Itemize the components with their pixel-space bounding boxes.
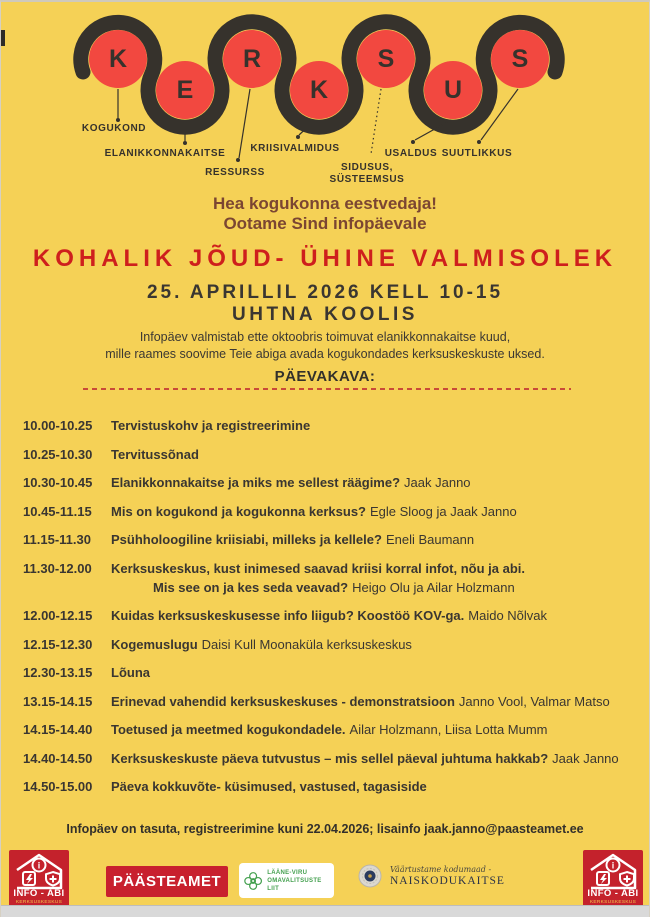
schedule-time: 10.45-11.15: [23, 503, 92, 519]
schedule-title: Tervistuskohv ja registreerimine: [111, 418, 311, 433]
info-abi-house-icon: [9, 850, 69, 890]
kerksus-circle: [357, 30, 415, 88]
registration-info: Infopäev on tasuta, registreerimine kuni 22.04.2026; lisainfo jaak.janno@paasteamet.ee: [66, 822, 584, 836]
event-datetime: 25. APRILLIL 2026 KELL 10-15: [146, 282, 504, 303]
schedule-title: Psühholoogiline kriisiabi, milleks ja kellele?: [111, 532, 382, 547]
schedule-row: [23, 750, 641, 767]
schedule-entry: [111, 693, 641, 710]
schedule-time: 11.30-12.00: [23, 560, 92, 576]
intro-line2: Ootame Sind infopäevale: [223, 214, 427, 233]
schedule-speaker: Egle Sloog ja Jaak Janno: [370, 503, 517, 519]
schedule-title: Kerksuskeskuste päeva tutvustus – mis sellel päeval juhtuma hakkab?: [111, 750, 549, 766]
kerksus-circle: [89, 30, 147, 88]
kerksus-circle: [290, 61, 348, 119]
info-abi-title: INFO - ABI: [587, 888, 639, 899]
schedule-title: Erinevad vahendid kerksuskeskuses - demonstratsioon: [111, 693, 455, 709]
schedule-speaker2: Heigo Olu ja Ailar Holzmann: [352, 579, 515, 595]
info-abi-house-icon: [583, 850, 643, 890]
schedule-title: Päeva kokkuvõte- küsimused, vastused, tagasiside: [111, 779, 427, 794]
schedule-title2: Mis see on ja kes seda veavad?: [153, 579, 349, 595]
schedule-time: 14.40-14.50: [23, 750, 93, 766]
schedule-time: 12.00-12.15: [23, 608, 93, 623]
bottom-strip: [1, 905, 649, 917]
kerksus-letter: U: [443, 75, 463, 104]
schedule-row: [23, 446, 641, 463]
schedule-time: 10.00-10.25: [23, 418, 93, 433]
cockade-icon: [357, 863, 383, 889]
keyword-label-line1: SIDUSUS,: [340, 162, 394, 173]
schedule-entry: [111, 531, 641, 548]
schedule-row: [23, 607, 641, 624]
schedule-title: Toetused ja meetmed kogukondadele.: [111, 722, 346, 737]
schedule-row: [23, 693, 641, 710]
laane-viru-line2: OMAVALITSUSTE LIIT: [267, 877, 322, 892]
schedule-time: 13.15-14.15: [23, 693, 93, 709]
description-line1: Infopäev valmistab ette oktoobris toimuvat elanikkonnakaitse kuud,: [139, 330, 511, 344]
kerksus-circle: [223, 30, 281, 88]
naiskodukaitse-motto: Väärtustame kodumaad -: [390, 864, 492, 874]
schedule-title: Tervitussõnad: [111, 446, 199, 462]
schedule-entry: [111, 636, 641, 653]
schedule-speaker: Daisi Kull Moonaküla kerksuskeskus: [201, 636, 412, 652]
keyword-label: KRIISIVALMIDUS: [250, 143, 340, 154]
schedule-title: Mis on kogukond ja kogukonna kerksus?: [111, 503, 366, 519]
schedule-entry-line2: [153, 579, 641, 596]
schedule-row: [23, 721, 641, 738]
schedule-title: Kuidas kerksuskeskusesse info liigub? Koostöö KOV-ga.: [111, 608, 465, 623]
kerksus-letter: R: [242, 44, 262, 73]
schedule-entry: [111, 503, 641, 520]
schedule-row: [23, 474, 641, 491]
kerksus-letter: S: [511, 44, 529, 73]
schedule-entry: [111, 474, 641, 491]
keyword-label: KOGUKOND: [81, 123, 147, 134]
info-abi-subtitle: KERKSUSKESKUS: [15, 900, 63, 905]
schedule-entry: [111, 446, 641, 463]
schedule-row: [23, 636, 641, 653]
kerksus-letter: S: [377, 44, 395, 73]
intro-line1: Hea kogukonna eestvedaja!: [213, 194, 437, 213]
schedule-entry: [111, 750, 641, 767]
keyword-label-line2: SÜSTEEMSUS: [329, 174, 405, 185]
schedule-title: Elanikkonnakaitse ja miks me sellest räägime?: [111, 475, 401, 490]
schedule-row: [23, 664, 641, 681]
keyword-label: RESSURSS: [205, 167, 265, 178]
dashed-divider: [83, 388, 571, 390]
kerksus-letter: K: [108, 44, 128, 73]
schedule-entry: [111, 721, 641, 738]
intro-text: [1, 194, 649, 234]
kerksus-circle: [424, 61, 482, 119]
schedule-entry: [111, 417, 641, 434]
schedule-time: 11.15-11.30: [23, 532, 91, 547]
schedule-speaker: Ailar Holzmann, Liisa Lotta Mumm: [349, 722, 548, 737]
schedule-title: Kerksuskeskus, kust inimesed saavad kriisi korral infot, nõu ja abi.: [111, 560, 526, 576]
schedule-row: [23, 417, 641, 434]
schedule-speaker: Eneli Baumann: [385, 532, 475, 547]
laane-viru-text: [267, 869, 330, 893]
keyword-label: USALDUS: [384, 148, 438, 159]
paasteamet-logo: PÄÄSTEAMET: [106, 866, 228, 897]
keyword-label: SUUTLIKKUS: [441, 148, 513, 159]
schedule-time: 10.30-10.45: [23, 475, 93, 490]
schedule-time: 12.15-12.30: [23, 636, 93, 652]
description-line2: mille raames soovime Teie abiga avada kogukondades kerksuskeskuste uksed.: [105, 347, 545, 361]
event-venue: UHTNA KOOLIS: [232, 304, 418, 325]
schedule-speaker: Maido Nõlvak: [468, 608, 548, 623]
schedule-time: 14.50-15.00: [23, 779, 93, 794]
event-description: [1, 329, 649, 363]
kerksus-letter: K: [309, 75, 329, 104]
naiskodukaitse-text: [390, 865, 505, 888]
schedule-time: 12.30-13.15: [23, 665, 93, 680]
flower-icon: [243, 870, 263, 892]
svg-text:i: i: [611, 860, 615, 871]
schedule-title: Kogemuslugu: [111, 636, 198, 652]
kerksus-circle: [491, 30, 549, 88]
schedule-row: [23, 560, 641, 596]
svg-text:i: i: [37, 860, 41, 871]
schedule-speaker: Jaak Janno: [404, 475, 471, 490]
event-title: KOHALIK JÕUD- ÜHINE VALMISOLEK: [32, 245, 618, 272]
info-abi-subtitle: KERKSUSKESKUS: [589, 900, 637, 905]
naiskodukaitse-name: NAISKODUKAITSE: [390, 874, 505, 887]
schedule-entry: [111, 778, 641, 795]
schedule-title: Lõuna: [111, 665, 150, 680]
schedule-speaker: Jaak Janno: [552, 750, 619, 766]
schedule-time: 10.25-10.30: [23, 446, 93, 462]
laane-viru-line1: LÄÄNE-VIRU: [267, 869, 308, 876]
kerksus-circle: [156, 61, 214, 119]
naiskodukaitse-logo: [357, 863, 505, 889]
schedule-list: [23, 417, 641, 807]
schedule-time: 14.15-14.40: [23, 722, 93, 737]
schedule-speaker: Janno Vool, Valmar Matso: [458, 693, 610, 709]
agenda-heading: PÄEVAKAVA:: [274, 368, 376, 385]
kerksus-letter: E: [176, 75, 194, 104]
schedule-row: [23, 531, 641, 548]
schedule-row: [23, 503, 641, 520]
schedule-entry: [111, 607, 641, 624]
schedule-entry: [111, 560, 641, 596]
schedule-entry: [111, 664, 641, 681]
schedule-row: [23, 778, 641, 795]
info-abi-title: INFO - ABI: [13, 888, 65, 899]
keyword-label: ELANIKKONNAKAITSE: [104, 148, 226, 159]
keyword-label: [330, 162, 405, 186]
laane-viru-logo: [239, 863, 334, 898]
